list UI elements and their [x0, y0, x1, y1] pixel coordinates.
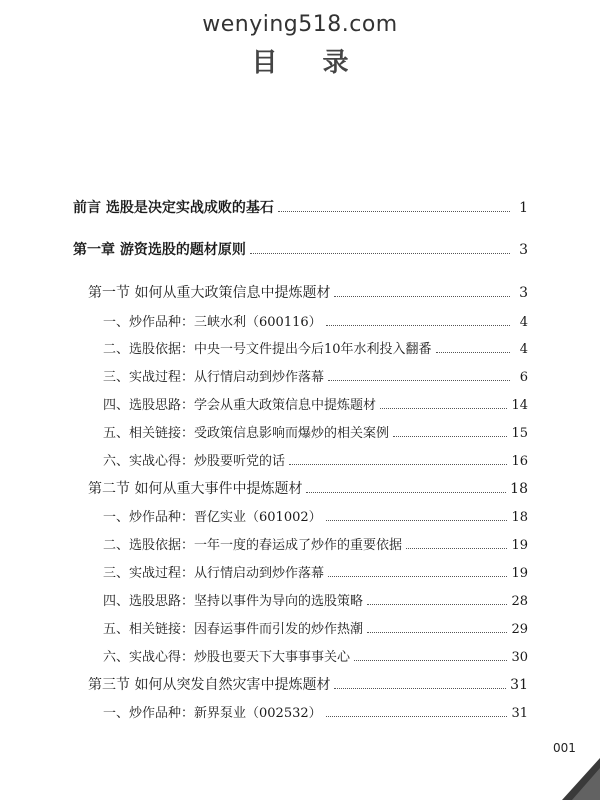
toc-entry-page: 18 — [511, 510, 528, 525]
toc-entry-page: 6 — [519, 370, 528, 385]
toc-entry-title: 第一章 游资选股的题材原则 — [73, 242, 246, 258]
toc-entry-title: 第二节 如何从重大事件中提炼题材 — [88, 481, 303, 497]
toc-entry[interactable] — [103, 506, 528, 528]
toc-entry-title: 六、实战心得：炒股要听党的话 — [103, 454, 286, 469]
toc-entry-page: 19 — [511, 566, 528, 581]
toc-entry[interactable] — [88, 674, 528, 696]
toc-entry-title: 三、实战过程：从行情启动到炒作落幕 — [103, 566, 325, 581]
page-title: 目 录 — [251, 48, 367, 78]
watermark: wenying518.com — [202, 12, 398, 37]
toc-entry[interactable] — [103, 366, 528, 388]
toc-entry-title: 二、选股依据：中央一号文件提出今后10年水利投入翻番 — [103, 342, 432, 357]
toc-entry[interactable] — [103, 394, 528, 416]
toc-entry-title: 四、选股思路：学会从重大政策信息中提炼题材 — [103, 398, 377, 413]
toc-entry-title: 一、炒作品种：晋亿实业（601002） — [103, 510, 322, 525]
toc-leader-dots — [328, 576, 507, 577]
toc-entry-page: 14 — [511, 398, 528, 413]
toc-entry[interactable] — [73, 197, 528, 219]
toc-leader-dots — [380, 408, 507, 409]
toc-entry-page: 19 — [511, 538, 528, 553]
toc-entry[interactable] — [103, 702, 528, 724]
toc-leader-dots — [334, 688, 506, 689]
toc-entry-page: 15 — [511, 426, 528, 441]
toc-entry[interactable] — [103, 562, 528, 584]
toc-entry[interactable] — [103, 618, 528, 640]
toc-leader-dots — [367, 632, 507, 633]
toc-entry[interactable] — [73, 239, 528, 261]
toc-leader-dots — [367, 604, 507, 605]
toc-entry-title: 前言 选股是决定实战成败的基石 — [73, 200, 274, 216]
toc-entry-title: 第三节 如何从突发自然灾害中提炼题材 — [88, 677, 331, 693]
toc-leader-dots — [354, 660, 507, 661]
toc-entry-title: 四、选股思路：坚持以事件为导向的选股策略 — [103, 594, 364, 609]
toc-entry-page: 31 — [510, 677, 528, 693]
toc-entry-title: 五、相关链接：因春运事件而引发的炒作热潮 — [103, 622, 364, 637]
page-number: 001 — [553, 741, 576, 755]
toc-entry[interactable] — [103, 422, 528, 444]
toc-entry[interactable] — [103, 338, 528, 360]
toc-entry-page: 29 — [511, 622, 528, 637]
toc-entry[interactable] — [103, 534, 528, 556]
toc-entry-page: 16 — [511, 454, 528, 469]
toc-entry[interactable] — [88, 282, 528, 304]
toc-leader-dots — [326, 716, 508, 717]
toc-leader-dots — [393, 436, 507, 437]
toc-leader-dots — [326, 325, 510, 326]
toc-entry-page: 31 — [511, 706, 528, 721]
page-corner-decoration — [560, 758, 600, 800]
toc-entry-page: 3 — [519, 285, 528, 301]
toc-leader-dots — [334, 296, 510, 297]
toc-entry[interactable] — [88, 478, 528, 500]
toc-entry-title: 一、炒作品种：新界泵业（002532） — [103, 706, 322, 721]
toc-entry[interactable] — [103, 450, 528, 472]
toc-entry-page: 18 — [510, 481, 528, 497]
toc-entry-page: 1 — [519, 200, 528, 216]
toc-entry[interactable] — [103, 646, 528, 668]
toc-entry-page: 3 — [519, 242, 528, 258]
toc-leader-dots — [406, 548, 507, 549]
toc-leader-dots — [289, 464, 507, 465]
toc-leader-dots — [326, 520, 508, 521]
toc-leader-dots — [306, 492, 506, 493]
toc-entry-page: 4 — [519, 342, 528, 357]
toc-entry-title: 一、炒作品种：三峡水利（600116） — [103, 315, 322, 330]
toc-entry-page: 4 — [519, 315, 528, 330]
toc-entry[interactable] — [103, 590, 528, 612]
toc-leader-dots — [328, 380, 510, 381]
toc-entry-page: 30 — [511, 650, 528, 665]
toc-entry[interactable] — [103, 311, 528, 333]
toc-entry-title: 五、相关链接：受政策信息影响而爆炒的相关案例 — [103, 426, 390, 441]
toc-entry-page: 28 — [511, 594, 528, 609]
toc-entry-title: 三、实战过程：从行情启动到炒作落幕 — [103, 370, 325, 385]
toc-entry-title: 第一节 如何从重大政策信息中提炼题材 — [88, 285, 331, 301]
toc-leader-dots — [278, 211, 510, 212]
toc-leader-dots — [436, 352, 510, 353]
toc-entry-title: 二、选股依据：一年一度的春运成了炒作的重要依据 — [103, 538, 403, 553]
toc-entry-title: 六、实战心得：炒股也要天下大事事事关心 — [103, 650, 351, 665]
toc-leader-dots — [250, 253, 510, 254]
